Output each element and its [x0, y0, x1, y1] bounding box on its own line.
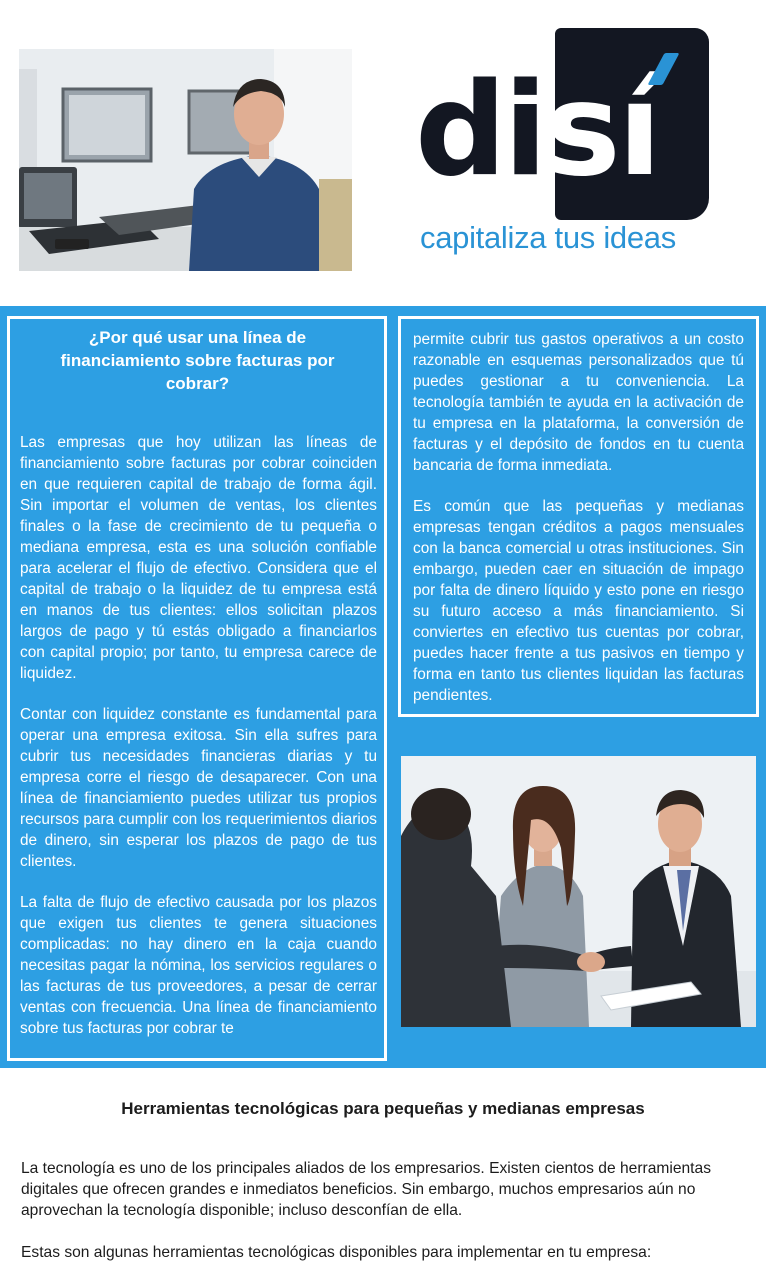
logo-wordmark: [415, 56, 659, 206]
heading-line: financiamiento sobre facturas por: [60, 351, 335, 370]
heading-line: ¿Por qué usar una línea de: [88, 328, 307, 347]
disi-logo: [415, 28, 710, 268]
paragraph: La tecnología es uno de los principales aliados de los empresarios. Existen cientos de herramientas digitales que ofrecen grandes e inmediatos beneficios. Sin embargo, muchos empresarios aún no aprovechan la tecnología disponible; incluso desconfían de ella.: [21, 1160, 711, 1219]
paragraph: Contar con liquidez constante es fundamental para operar una empresa exitosa. Sin ella sufres para cubrir tus necesidades financieras diarias y tu empresa corre el riesgo de desaparecer. Con una línea de financiamiento puedes utilizar tus propios recursos para cumplir con los requerimientos diarios de dinero, sin esperar los plazos de pago de tus clientes.: [20, 706, 377, 870]
paragraph: La falta de flujo de efectivo causada por los plazos que exigen tus clientes te genera situaciones complicadas: no hay dinero en la caja cuando necesitas pagar la nómina, los servicios regulares o las facturas de tus proveedores, a pesar de cerrar ventas con frecuencia. Una línea de financiamiento sobre tus facturas por cobrar te: [20, 894, 377, 1037]
heading-line: cobrar?: [165, 374, 230, 393]
paragraph: Es común que las pequeñas y medianas empresas tengan créditos a pagos mensuales con la banca comercial u otras instituciones. Sin embargo, pueden caer en situación de impago por falta de dinero líquido y esto pone en riesgo su futuro acceso a más financiamiento. Si conviertes en efectivo tus cuentas por cobrar, puedes hacer frente a tus pasivos en tiempo y forma en tanto tus clientes liquidan las facturas pendientes.: [413, 498, 744, 704]
right-panel-body: [413, 329, 744, 706]
paragraph: permite cubrir tus gastos operativos a un costo razonable en esquemas personalizados que tú puedes gestionar a tu conveniencia. La tecnología también te ayuda en la activación de tu empresa en la plataforma, la conversión de facturas y el depósito de fondos en tu cuenta bancaria de forma inmediata.: [413, 331, 744, 474]
tools-section-body: [21, 1158, 750, 1263]
logo-tagline: capitaliza tus ideas: [420, 220, 676, 255]
logo-word-dark: di: [415, 56, 545, 205]
man-at-desk-photo: [19, 49, 352, 271]
paragraph: Estas son algunas herramientas tecnológicas disponibles para implementar en tu empresa:: [21, 1244, 652, 1261]
tools-section-heading: Herramientas tecnológicas para pequeñas y medianas empresas: [121, 1099, 645, 1118]
paragraph: Las empresas que hoy utilizan las líneas de financiamiento sobre facturas por cobrar coinciden en que requieren capital de trabajo de forma ágil. Sin importar el volumen de ventas, los clientes finales o la fase de crecimiento de tu pequeña o mediana empresa, esta es una solución confiable para acelerar el flujo de efectivo. Considera que el capital de trabajo o la liquidez de tu empresa está en manos de tus clientes: ellos solicitan plazos largos de pago y tú estás obligado a financiarlos con capital propio; por tanto, tu empresa carece de liquidez.: [20, 434, 377, 682]
business-handshake-photo: [401, 756, 756, 1027]
left-panel-heading: [20, 326, 375, 395]
logo-word-light: sí: [544, 56, 659, 205]
left-panel-body: [20, 432, 377, 1039]
